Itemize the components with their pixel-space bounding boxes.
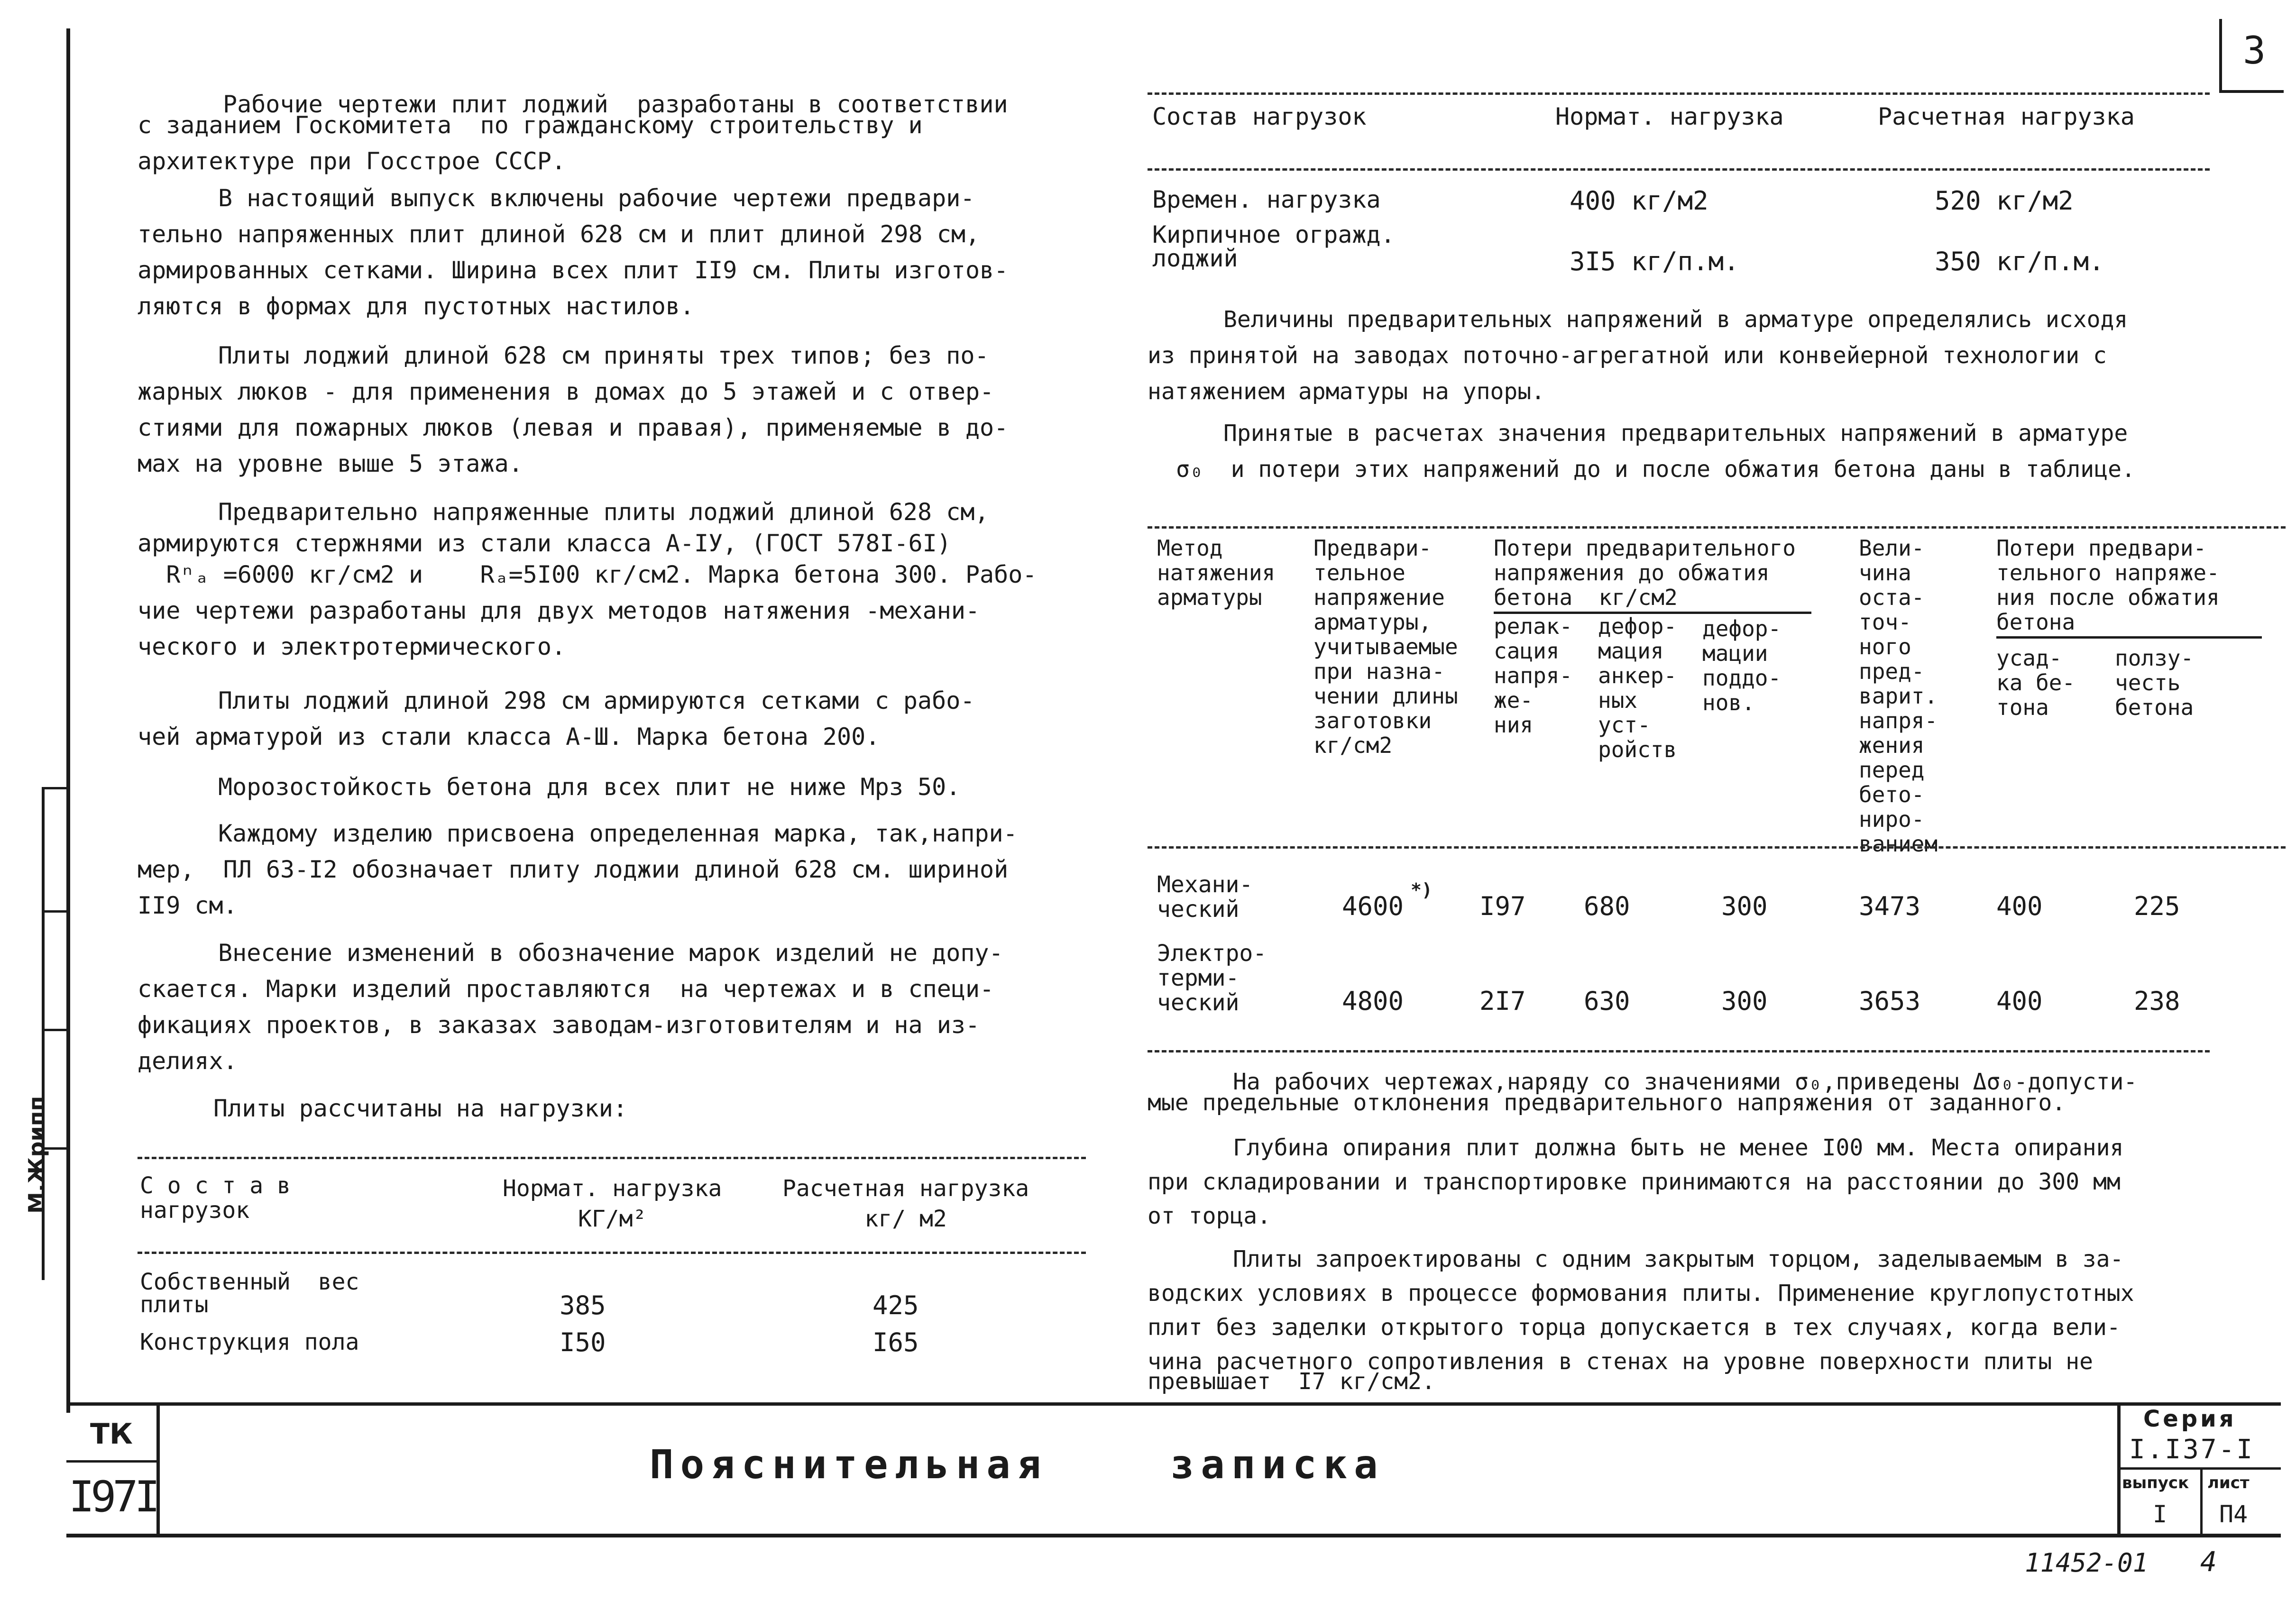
- series-number: I.I37-I: [2129, 1434, 2255, 1465]
- margin-strip-mid: [42, 910, 69, 913]
- left-paragraph-1: [138, 86, 1008, 179]
- table-rule: [1148, 846, 2286, 849]
- table-rule: [1148, 526, 2286, 529]
- archive-stamp-number: 11452-01: [2025, 1548, 2149, 1578]
- right-paragraph-5: [1148, 1242, 2134, 1399]
- text-line: чей арматурой из стали класса А-Ш. Марка бетона 200.: [138, 723, 880, 750]
- text-line: ляются в формах для пустотных настилов.: [138, 293, 694, 320]
- stress-row-remaining: 3653: [1859, 986, 1921, 1016]
- load2-row-normative: 400 кг/м2: [1570, 186, 1708, 216]
- stress-row-forms: 300: [1721, 891, 1768, 921]
- text-line: чина расчетного сопротивления в стенах на уровне поверхности плиты не: [1148, 1348, 2093, 1375]
- text-line: стиями для пожарных люков (левая и правая), применяемые в до-: [138, 414, 1009, 441]
- stress-row-shrinkage: 400: [1996, 986, 2043, 1016]
- load2-header-normative: Нормат. нагрузка: [1555, 103, 1784, 130]
- load2-header-design: Расчетная нагрузка: [1878, 103, 2135, 130]
- stress-header-method: Метод натяжения арматуры: [1157, 535, 1276, 610]
- stress-row-creep: 238: [2134, 986, 2180, 1016]
- stress-header-remaining: Вели- чина оста- точ- ного пред- варит. напря- жения перед бето- ниро- ванием: [1859, 535, 1938, 857]
- text-line: Каждому изделию присвоена определенная марка, так,напри-: [218, 820, 1018, 847]
- series-divider: [2200, 1467, 2203, 1536]
- series-rule: [2117, 1467, 2281, 1470]
- load-row-design: 425: [872, 1290, 919, 1320]
- load-table-header-design: Расчетная нагрузка кг/ м2: [782, 1175, 1029, 1232]
- load-row-normative: 385: [560, 1290, 606, 1320]
- text-line: чие чертежи разработаны для двух методов натяжения -механи-: [138, 597, 980, 624]
- sheet-label: лист: [2207, 1473, 2250, 1492]
- text-line: армируются стержнями из стали класса А-IУ, (ГОСТ 578I-6I): [138, 530, 951, 557]
- title-block-cell-rule: [66, 1460, 159, 1463]
- load2-row-label: Кирпичное огражд. лоджий: [1152, 221, 1395, 272]
- text-line: ческого и электротермического.: [138, 633, 566, 660]
- stress-row-anchor: 680: [1584, 891, 1630, 921]
- text-line: Плиты запроектированы с одним закрытым торцом, заделываемым в за-: [1233, 1246, 2124, 1272]
- text-line: Плиты лоджий длиной 628 см приняты трех типов; без по-: [218, 342, 989, 369]
- table-rule: [1148, 168, 2210, 171]
- table-rule: [1148, 1050, 2210, 1052]
- text-line: с заданием Госкомитета по гражданскому строительству и: [138, 111, 923, 139]
- issue-number: I: [2153, 1500, 2167, 1528]
- title-block-bottom-rule: [66, 1534, 2281, 1537]
- stress-header-creep: ползу- честь бетона: [2115, 645, 2194, 720]
- stress-row-remaining: 3473: [1859, 891, 1921, 921]
- stress-row-method: Электро- терми- ческий: [1157, 940, 1267, 1016]
- stress-row-method: Механи- ческий: [1157, 871, 1253, 923]
- load2-row-design: 520 кг/м2: [1935, 186, 2074, 216]
- load-row-label: Конструкция пола: [140, 1329, 359, 1355]
- left-paragraph-8: [138, 935, 1003, 1079]
- text-line: Рабочие чертежи плит лоджий разработаны в соответствии: [223, 91, 1008, 118]
- stress-row-prestress: 4800: [1342, 986, 1404, 1016]
- text-line: Принятые в расчетах значения предварительных напряжений в арматуре: [1223, 420, 2128, 447]
- text-line: фикациях проектов, в заказах заводам-изготовителям и на из-: [138, 1011, 980, 1039]
- left-paragraph-2: [138, 180, 1008, 324]
- load2-row-normative: 3I5 кг/п.м.: [1570, 247, 1739, 276]
- margin-strip-top: [42, 787, 69, 789]
- stress-row-creep: 225: [2134, 891, 2180, 921]
- text-line: Rⁿₐ =6000 кг/см2 и Rₐ=5I00 кг/см2. Марка бетона 300. Рабо-: [138, 561, 1037, 588]
- load2-row-design: 350 кг/п.м.: [1935, 247, 2104, 276]
- text-line: мые предельные отклонения предварительного напряжения от заданного.: [1148, 1089, 2066, 1116]
- left-paragraph-3: [138, 338, 1008, 482]
- text-line: жарных люков - для применения в домах до 5 этажей и с отвер-: [138, 378, 994, 405]
- stress-row-relaxation: I97: [1479, 891, 1526, 921]
- title-block-divider: [156, 1402, 160, 1537]
- left-paragraph-5: [138, 683, 974, 755]
- stress-header-losses-after: Потери предвари- тельного напряже- ния после обжатия бетона: [1996, 535, 2220, 635]
- text-line: σ₀ и потери этих напряжений до и после обжатия бетона даны в таблице.: [1176, 456, 2135, 483]
- text-line: В настоящий выпуск включены рабочие чертежи предвари-: [218, 184, 975, 212]
- table-rule: [138, 1252, 1086, 1254]
- load-table-header-composition: С о с т а в нагрузок: [140, 1172, 291, 1224]
- archive-stamp-page: 4: [2200, 1546, 2217, 1578]
- page-number: 3: [2243, 28, 2266, 73]
- side-label: М.Жрипп: [24, 1096, 49, 1214]
- text-line: На рабочих чертежах,наряду со значениями σ₀,приведены Δσ₀-допусти-: [1233, 1069, 2138, 1095]
- text-line: делиях.: [138, 1047, 238, 1075]
- table-rule: [1148, 92, 2210, 95]
- load2-header-composition: Состав нагрузок: [1152, 103, 1367, 130]
- left-paragraph-7: [138, 815, 1018, 924]
- text-line: превышает I7 кг/см2.: [1148, 1368, 1435, 1395]
- stress-row-relaxation: 2I7: [1479, 986, 1526, 1016]
- load-row-design: I65: [872, 1327, 919, 1357]
- text-line: водских условиях в процессе формования плиты. Применение круглопустотных: [1148, 1280, 2134, 1307]
- text-line: архитектуре при Госстрое СССР.: [138, 147, 566, 175]
- stress-header-forms: дефор- мации поддо- нов.: [1702, 616, 1782, 715]
- text-line: тельно напряженных плит длиной 628 см и плит длиной 298 см,: [138, 220, 980, 248]
- year: I97I: [69, 1472, 156, 1522]
- left-paragraph-9: [138, 1090, 627, 1126]
- text-line: Плиты лоджий длиной 298 см армируются сетками с рабо-: [218, 687, 975, 714]
- text-line: Морозостойкость бетона для всех плит не ниже Мрз 50.: [218, 773, 961, 801]
- stress-header-shrinkage: усад- ка бе- тона: [1996, 645, 2076, 720]
- text-line: Внесение изменений в обозначение марок изделий не допу-: [218, 939, 1003, 967]
- stress-row-anchor: 630: [1584, 986, 1630, 1016]
- text-line: скается. Марки изделий проставляются на чертежах и в специ-: [138, 975, 994, 1003]
- text-line: мер, ПЛ 63-I2 обозначает плиту лоджии длиной 628 см. шириной: [138, 856, 1009, 883]
- text-line: мах на уровне выше 5 этажа.: [138, 450, 523, 477]
- title-block-top-rule: [66, 1402, 2281, 1406]
- text-line: плит без заделки открытого торца допускается в тех случаях, когда вели-: [1148, 1314, 2121, 1341]
- text-line: из принятой на заводах поточно-агрегатной или конвейерной технологии с: [1148, 342, 2107, 369]
- text-line: армированных сетками. Ширина всех плит II9 см. Плиты изготов-: [138, 256, 1009, 284]
- left-paragraph-6: [138, 769, 960, 805]
- document-title: Пояснительная записка: [650, 1441, 1385, 1488]
- load-table-header-normative: Нормат. нагрузка КГ/м²: [503, 1175, 722, 1232]
- issue-label: выпуск: [2122, 1473, 2189, 1492]
- footnote-mark: *): [1411, 879, 1433, 900]
- stress-header-prestress: Предвари- тельное напряжение арматуры, учитываемые при назна- чении длины заготовки кг/см2: [1313, 535, 1458, 758]
- sheet-number: П4: [2219, 1500, 2248, 1528]
- title-block-divider: [2117, 1402, 2121, 1537]
- stress-header-losses-before: Потери предварительного напряжения до обжатия бетона кг/см2: [1494, 535, 1796, 610]
- text-line: Глубина опирания плит должна быть не менее I00 мм. Места опирания: [1233, 1134, 2124, 1161]
- text-line: II9 см.: [138, 892, 238, 919]
- right-paragraph-4: [1148, 1131, 2123, 1233]
- right-paragraph-2: [1148, 415, 2135, 487]
- tk-label: ТК: [90, 1418, 133, 1451]
- stress-header-relaxation: релак- сация напря- же- ния: [1494, 613, 1573, 738]
- series-label: Серия: [2143, 1406, 2237, 1432]
- right-paragraph-1: [1148, 302, 2128, 410]
- stress-row-forms: 300: [1721, 986, 1768, 1016]
- stress-row-shrinkage: 400: [1996, 891, 2043, 921]
- load-row-label: Собственный вес плиты: [140, 1269, 359, 1318]
- load-row-normative: I50: [560, 1327, 606, 1357]
- left-paragraph-4: [138, 494, 1037, 665]
- table-rule: [138, 1157, 1086, 1159]
- stress-header-anchor: дефор- мация анкер- ных уст- ройств: [1598, 613, 1677, 762]
- text-line: при складировании и транспортировке принимаются на расстоянии до 300 мм: [1148, 1169, 2121, 1195]
- right-paragraph-3: [1148, 1069, 2138, 1116]
- text-line: Предварительно напряженные плиты лоджий длиной 628 см,: [218, 498, 989, 526]
- text-line: Величины предварительных напряжений в арматуре определялись исходя: [1223, 306, 2128, 333]
- text-line: натяжением арматуры на упоры.: [1148, 378, 1545, 405]
- margin-strip-mid2: [42, 1029, 69, 1031]
- subheader-rule: [1996, 636, 2262, 639]
- left-frame-line: [66, 28, 70, 1413]
- text-line: от торца.: [1148, 1203, 1271, 1229]
- text-line: Плиты рассчитаны на нагрузки:: [213, 1095, 627, 1122]
- stress-row-prestress: 4600: [1342, 891, 1404, 921]
- load2-row-label: Времен. нагрузка: [1152, 186, 1381, 213]
